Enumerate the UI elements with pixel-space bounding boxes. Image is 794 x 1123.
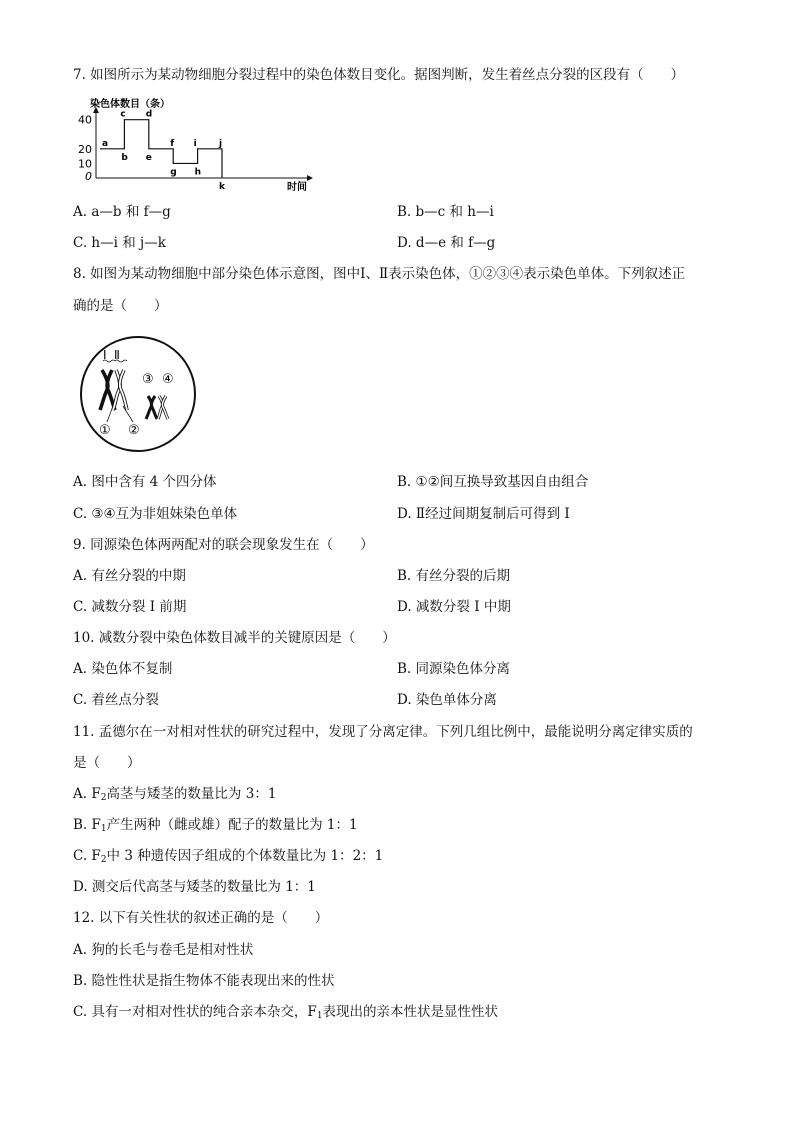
- q8-option-b[interactable]: B. ①②间互换导致基因自由组合: [397, 474, 589, 490]
- q12-option-b[interactable]: B. 隐性性状是指生物体不能表现出来的性状: [73, 973, 335, 989]
- q10-stem: 10. 减数分裂中染色体数目减半的关键原因是（ ）: [73, 630, 396, 646]
- q11-option-a[interactable]: [73, 784, 276, 804]
- q7-option-b[interactable]: B. b—c 和 h—i: [397, 204, 494, 220]
- point-label-i: i: [193, 138, 197, 149]
- q11-option-c-prefix: C. F: [73, 848, 101, 864]
- chromosome-count-chart: [78, 94, 322, 196]
- q11-option-a-prefix: A. F: [73, 786, 101, 802]
- q12-option-c-subscript: 1: [316, 1011, 323, 1021]
- point-label-a: a: [102, 138, 109, 149]
- chromosome-ii-right-arm-fill: [120, 370, 127, 410]
- q11-stem-line1: 11. 孟德尔在一对相对性状的研究过程中，发现了分离定律。下列几组比例中，最能说明分离定律实质的: [73, 724, 693, 740]
- q11-option-a-text: 高茎与矮茎的数量比为 3：1: [106, 786, 277, 802]
- q7-stem: 7. 如图所示为某动物细胞分裂过程中的染色体数目变化。据图判断，发生着丝点分裂的区段有（ ）: [73, 67, 685, 83]
- q11-option-b[interactable]: [73, 815, 358, 835]
- y-axis-title: 染色体数目（条）: [90, 99, 170, 110]
- q8-stem-line1: 8. 如图为某动物细胞中部分染色体示意图，图中Ⅰ、Ⅱ表示染色体，①②③④表示染色单体。下列叙述正: [73, 266, 686, 282]
- q10-option-c[interactable]: C. 着丝点分裂: [73, 692, 159, 708]
- point-label-k: k: [219, 182, 225, 192]
- q12-option-c[interactable]: [73, 1002, 498, 1022]
- q11-option-b-prefix: B. F: [73, 817, 101, 833]
- point-label-e: e: [145, 152, 152, 163]
- point-label-d: d: [145, 109, 153, 120]
- q10-option-b[interactable]: B. 同源染色体分离: [397, 661, 511, 677]
- q11-option-b-subscript: 1: [100, 824, 107, 834]
- q10-option-d[interactable]: D. 染色单体分离: [397, 692, 497, 708]
- x-axis-title: 时间: [287, 182, 307, 193]
- chromosome-label-i: Ⅰ: [103, 348, 107, 362]
- small-chromosome-dark-right: [151, 396, 157, 419]
- point-label-j: j: [219, 138, 223, 149]
- q8-option-c[interactable]: C. ③④互为非姐妹染色单体: [73, 506, 238, 522]
- q10-option-a[interactable]: A. 染色体不复制: [73, 661, 173, 677]
- pointer-1: [107, 406, 113, 422]
- y-tick-label: 20: [78, 142, 92, 156]
- y-tick-label: 0: [85, 170, 92, 183]
- q11-option-d[interactable]: D. 测交后代高茎与矮茎的数量比为 1：1: [73, 879, 316, 895]
- q7-option-c[interactable]: C. h—i 和 j—k: [73, 235, 166, 251]
- q12-option-c-text: 表现出的亲本性状是显性性状: [322, 1004, 499, 1020]
- q8-stem-line2: 确的是（ ）: [73, 298, 168, 314]
- q11-option-c-text: 中 3 种遗传因子组成的个体数量比为 1：2：1: [106, 848, 384, 864]
- q11-option-c[interactable]: [73, 846, 383, 866]
- chart-svg: [78, 94, 322, 193]
- chromatid-label-3: ③: [142, 372, 154, 387]
- q9-option-b[interactable]: B. 有丝分裂的后期: [397, 568, 511, 584]
- q12-option-c-prefix: C. 具有一对相对性状的纯合亲本杂交，F: [73, 1004, 317, 1020]
- q7-option-d[interactable]: D. d—e 和 f—g: [397, 235, 496, 251]
- q11-option-a-subscript: 2: [100, 793, 107, 803]
- q9-stem: 9. 同源染色体两两配对的联会现象发生在（ ）: [73, 537, 374, 553]
- q9-option-c[interactable]: C. 减数分裂 Ⅰ 前期: [73, 599, 187, 615]
- chromatid-label-2: ②: [128, 423, 140, 438]
- y-tick-label: 10: [78, 157, 92, 171]
- point-label-c: c: [120, 109, 126, 120]
- q7-option-a[interactable]: A. a—b 和 f—g: [73, 204, 171, 220]
- point-label-g: g: [170, 167, 177, 178]
- chromatid-label-4: ④: [162, 372, 174, 387]
- q9-option-a[interactable]: A. 有丝分裂的中期: [73, 568, 186, 584]
- q9-option-d[interactable]: D. 减数分裂 Ⅰ 中期: [397, 599, 511, 615]
- point-label-h: h: [194, 167, 202, 178]
- q11-option-b-text: 产生两种（雌或雄）配子的数量比为 1：1: [106, 817, 358, 833]
- chromosome-count-line: [100, 120, 222, 178]
- q12-stem: 12. 以下有关性状的叙述正确的是（ ）: [73, 910, 329, 926]
- point-label-f: f: [170, 138, 175, 149]
- cell-chromosome-diagram: [75, 334, 201, 454]
- q8-option-d[interactable]: D. Ⅱ经过间期复制后可得到 Ⅰ: [397, 506, 570, 522]
- chromatid-label-1: ①: [99, 423, 111, 438]
- y-tick-label: 40: [78, 113, 92, 127]
- q8-option-a[interactable]: A. 图中含有 4 个四分体: [73, 474, 217, 490]
- q12-option-a[interactable]: A. 狗的长毛与卷毛是相对性状: [73, 942, 254, 958]
- q11-option-c-subscript: 2: [100, 855, 107, 865]
- cell-svg: [75, 334, 201, 450]
- chromosome-label-ii: Ⅱ: [114, 348, 120, 362]
- q11-stem-line2: 是（ ）: [73, 755, 141, 771]
- point-label-b: b: [121, 152, 128, 163]
